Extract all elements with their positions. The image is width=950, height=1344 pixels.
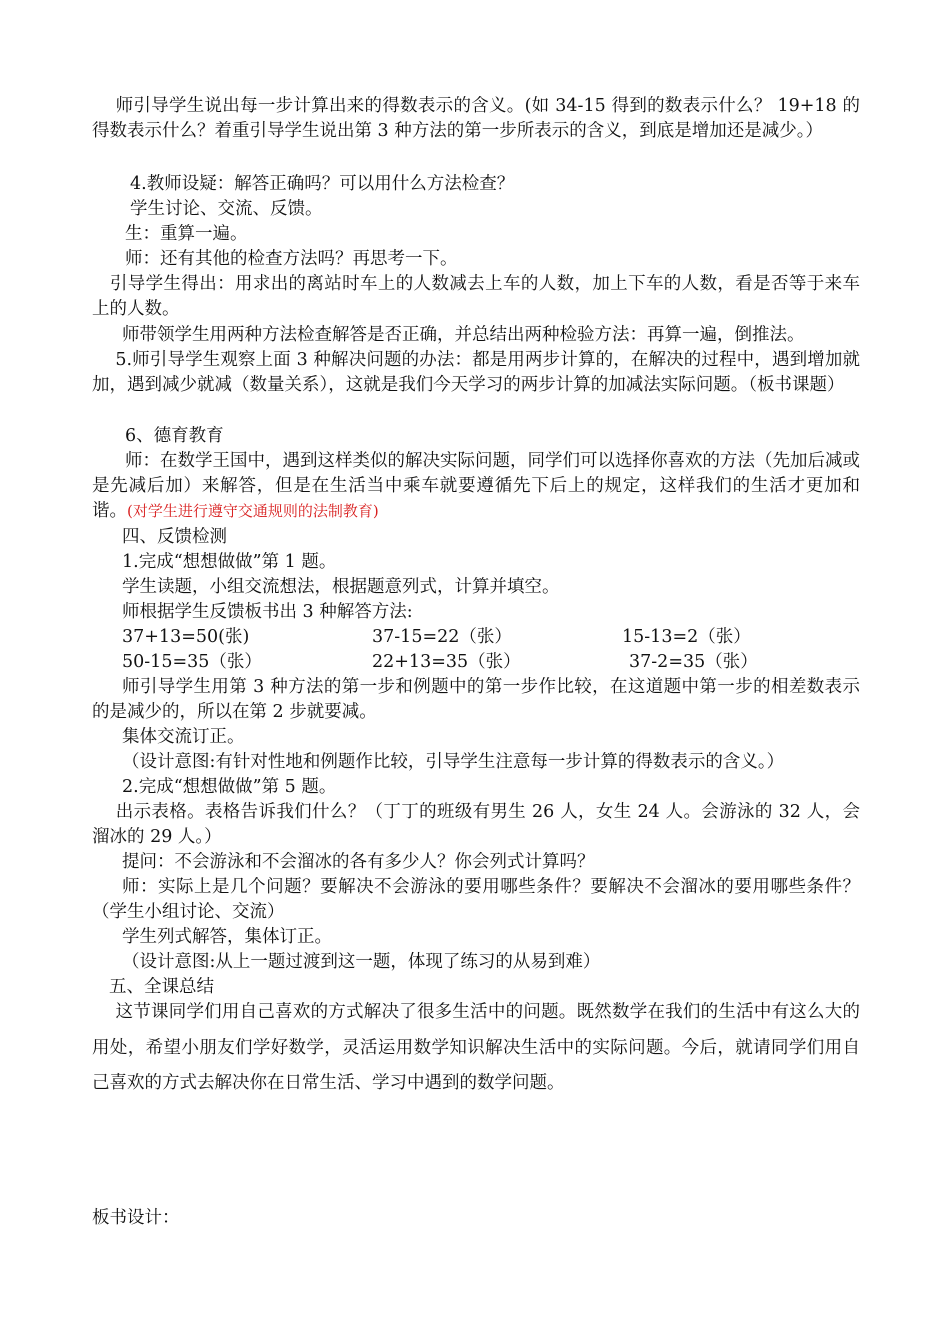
- equations-row-1: [0, 625, 950, 650]
- paragraph-question: 提问：不会游泳和不会溜冰的各有多少人？你会列式计算吗？: [122, 852, 595, 872]
- equation-3b: 37-2=35（张）: [629, 652, 758, 672]
- paragraph-moral-education: [92, 449, 860, 524]
- paragraph-three-methods: 师根据学生反馈板书出 3 种解答方法:: [122, 602, 413, 622]
- paragraph-student-solve: 学生列式解答，集体订正。: [122, 927, 332, 947]
- exercise-1-heading: 1.完成“想想做做”第 1 题。: [122, 552, 337, 572]
- paragraph-discussion: 学生讨论、交流、反馈。: [130, 199, 323, 219]
- paragraph-student-answer: 生：重算一遍。: [125, 224, 248, 244]
- paragraph-step-5: 5.师引导学生观察上面 3 种解决问题的办法：都是用两步计算的，在解决的过程中，遇到增加就加，遇到减少就减（数量关系），这就是我们今天学习的两步计算的加减法实际问题。（板书课题）: [92, 350, 860, 395]
- equations-row-2: [0, 650, 950, 675]
- equation-2b: 22+13=35（张）: [372, 652, 521, 672]
- moral-education-text: 师：在数学王国中，遇到这样类似的解决实际问题，同学们可以选择你喜欢的方法（先加后减或是先减后加）来解答，但是在生活当中乘车就要遵循先下后上的规定，这样我们的生活才更加和谐。: [92, 451, 860, 521]
- paragraph-meaning-guidance: 师引导学生说出每一步计算出来的得数表示的含义。(如 34-15 得到的数表示什么？ 19+18 的得数表示什么？着重引导学生说出第 3 种方法的第一步所表示的含义，到底是增加还是减少。）: [92, 96, 860, 141]
- section-moral-education: 6、德育教育: [125, 426, 224, 446]
- paragraph-conditions: 师：实际上是几个问题？要解决不会游泳的要用哪些条件？要解决不会溜冰的要用哪些条件？（学生小组讨论、交流）: [92, 877, 860, 922]
- section-summary-heading: 五、全课总结: [109, 977, 214, 997]
- equation-1b: 50-15=35（张）: [122, 652, 262, 672]
- section-feedback-heading: 四、反馈检测: [122, 527, 227, 547]
- paragraph-step-4: 4.教师设疑：解答正确吗？可以用什么方法检查？: [130, 174, 515, 194]
- paragraph-check-method: 引导学生得出：用求出的离站时车上的人数减去上车的人数，加上下车的人数，看是否等于来车上的人数。: [92, 274, 860, 319]
- paragraph-compare: 师引导学生用第 3 种方法的第一步和例题中的第一步作比较，在这道题中第一步的相差数表示的是减少的，所以在第 2 步就要减。: [92, 677, 860, 722]
- paragraph-verification: 师带领学生用两种方法检查解答是否正确，并总结出两种检验方法：再算一遍，倒推法。: [122, 325, 805, 345]
- paragraph-teacher-question: 师：还有其他的检查方法吗？再思考一下。: [125, 249, 458, 269]
- equation-2a: 37-15=22（张）: [372, 627, 512, 647]
- design-intent-1: （设计意图:有针对性地和例题作比较，引导学生注意每一步计算的得数表示的含义。）: [122, 752, 785, 772]
- equation-1a: 37+13=50(张): [122, 627, 250, 647]
- paragraph-summary: 这节课同学们用自己喜欢的方式解决了很多生活中的问题。既然数学在我们的生活中有这么大的用处，希望小朋友们学好数学，灵活运用数学知识解决生活中的实际问题。今后，就请同学们用自己喜欢的方式去解决你在日常生活、学习中遇到的数学问题。: [92, 1002, 860, 1093]
- paragraph-reading: 学生读题，小组交流想法，根据题意列式，计算并填空。: [122, 577, 560, 597]
- exercise-5-heading: 2.完成“想想做做”第 5 题。: [122, 777, 337, 797]
- paragraph-correction: 集体交流订正。: [122, 727, 245, 747]
- design-intent-2: （设计意图:从上一题过渡到这一题，体现了练习的从易到难）: [122, 952, 601, 972]
- equation-3a: 15-13=2（张）: [622, 627, 751, 647]
- board-design-label: 板书设计：: [92, 1208, 180, 1228]
- paragraph-table: 出示表格。表格告诉我们什么？（丁丁的班级有男生 26 人，女生 24 人。会游泳的 32 人，会溜冰的 29 人。）: [92, 802, 860, 847]
- legal-education-note: (对学生进行遵守交通规则的法制教育): [127, 502, 379, 520]
